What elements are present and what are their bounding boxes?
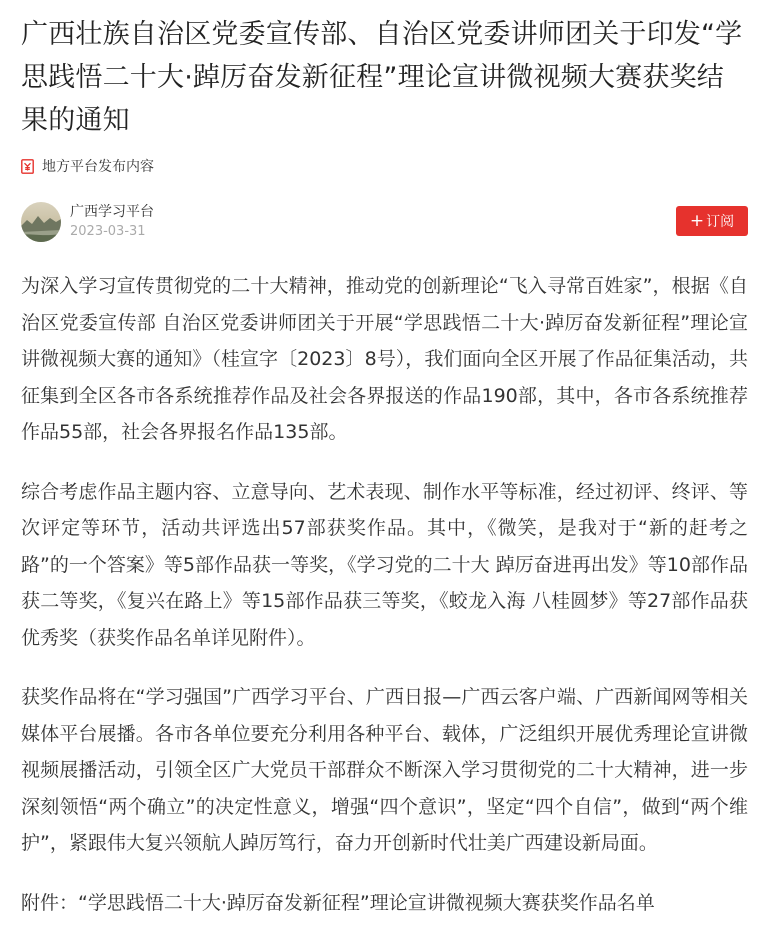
- subscribe-button[interactable]: [676, 206, 748, 236]
- author-meta: [70, 203, 154, 241]
- article-title: 广西壮族自治区党委宣传部、自治区党委讲师团关于印发“学思践悟二十大·踔厉奋发新征程”理论宣讲微视频大赛获奖结果的通知: [21, 19, 743, 136]
- paragraph: 综合考虑作品主题内容、立意导向、艺术表现、制作水平等标准，经过初评、终评、等次评定等环节，活动共评选出57部获奖作品。其中，《微笑，是我对于“新的赶考之路”的一个答案》等5部作品获一等奖，《学习党的二十大 踔厉奋进再出发》等10部作品获二等奖，《复兴在路上》等15部作品获三等奖，《蛟龙入海 八桂圆梦》等27部作品获优秀奖（获奖作品名单详见附件）。: [21, 480, 748, 649]
- source-row: [21, 156, 748, 176]
- publish-date: 2023-03-31: [70, 224, 146, 239]
- source-label: 地方平台发布内容: [42, 159, 154, 175]
- avatar[interactable]: [21, 202, 61, 242]
- paragraph: 获奖作品将在“学习强国”广西学习平台、广西日报—广西云客户端、广西新闻网等相关媒体平台展播。各市各单位要充分利用各种平台、载体，广泛组织开展优秀理论宣讲微视频展播活动，引领全区广大党员干部群众不断深入学习贯彻党的二十大精神，进一步深刻领悟“两个确立”的决定性意义，增强“四个意识”，坚定“四个自信”，做到“两个维护”，紧跟伟大复兴领航人踔厉笃行，奋力开创新时代壮美广西建设新局面。: [21, 686, 748, 854]
- author-row: [21, 200, 748, 244]
- author-name[interactable]: 广西学习平台: [70, 204, 154, 220]
- plus-icon: +: [689, 211, 705, 231]
- subscribe-label: 订阅: [706, 214, 735, 230]
- source-badge-icon: [21, 159, 34, 174]
- article-body: [21, 268, 748, 921]
- paragraph: 为深入学习宣传贯彻党的二十大精神，推动党的创新理论“飞入寻常百姓家”，根据《自治区党委宣传部 自治区党委讲师团关于开展“学思践悟二十大·踔厉奋发新征程”理论宣讲微视频大赛的通知》（桂宣字〔2023〕8号），我们面向全区开展了作品征集活动，共征集到全区各市各系统推荐作品及社会各界报送的作品190部，其中，各市各系统推荐作品55部，社会各界报名作品135部。: [21, 275, 748, 443]
- attachment-line: 附件：“学思践悟二十大·踔厉奋发新征程”理论宣讲微视频大赛获奖作品名单: [21, 891, 655, 914]
